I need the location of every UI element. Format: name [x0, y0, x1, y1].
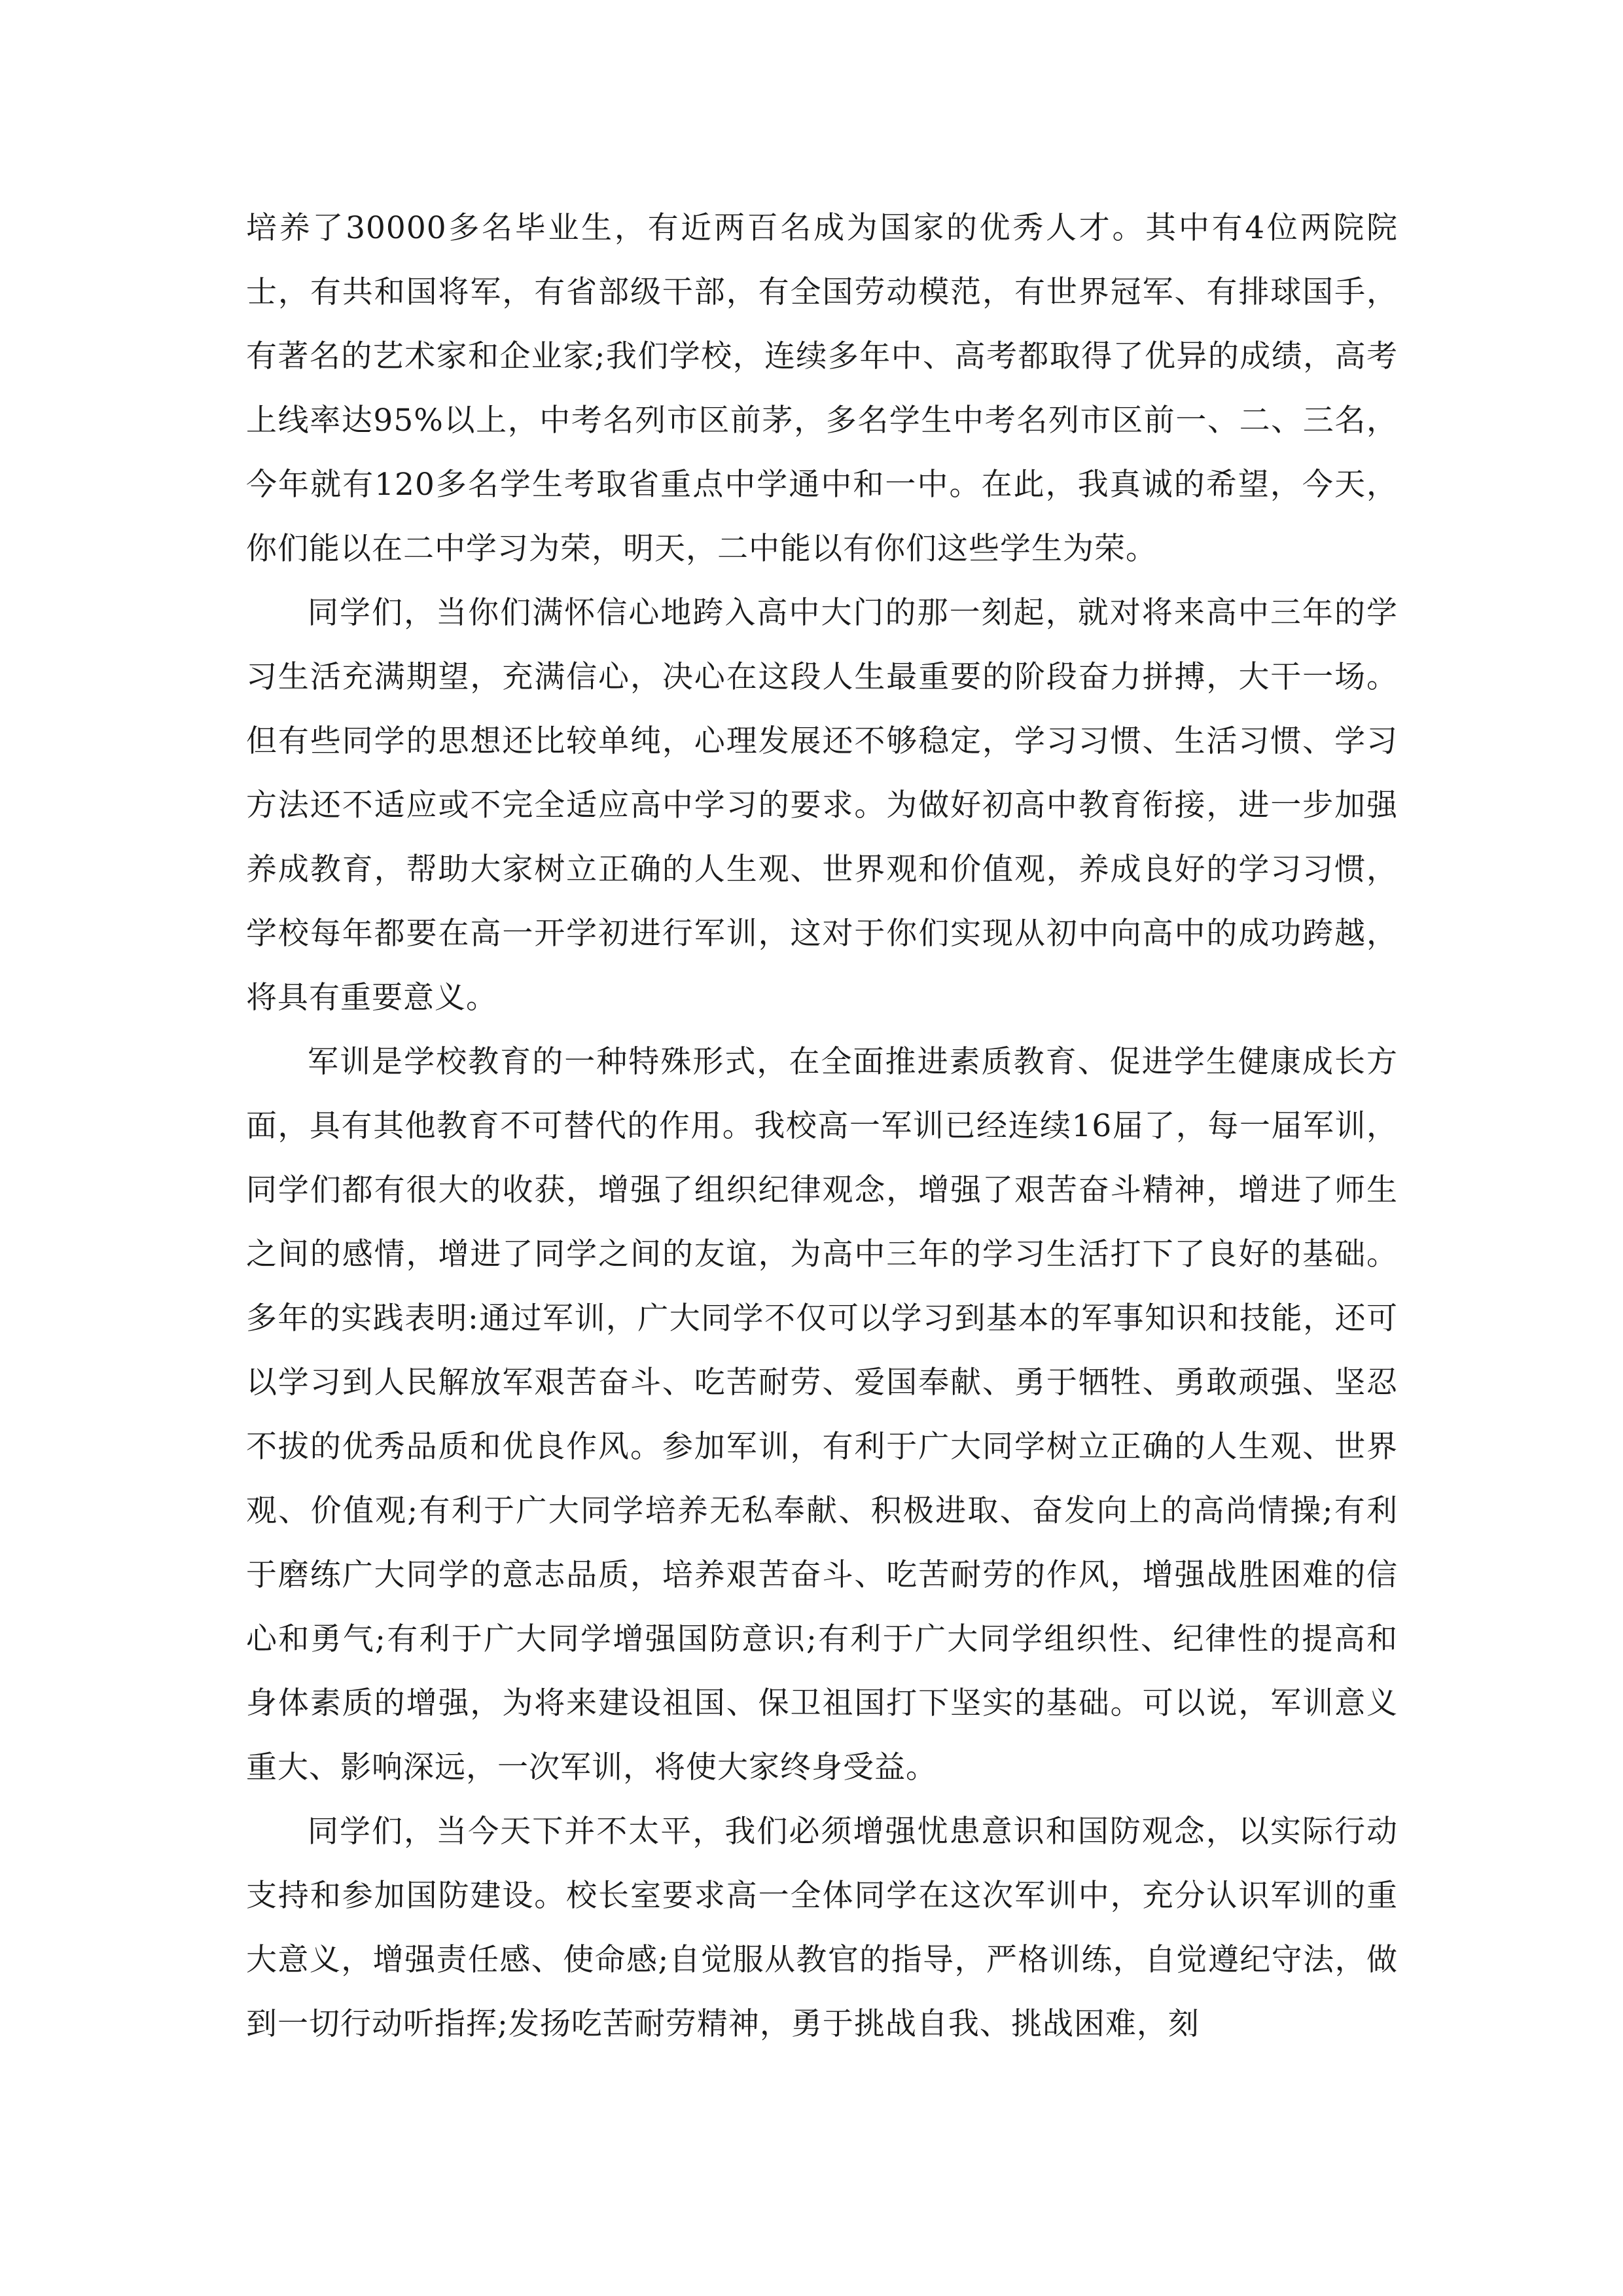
- paragraph-4: 同学们，当今天下并不太平，我们必须增强忧患意识和国防观念，以实际行动支持和参加国防建设。校长室要求高一全体同学在这次军训中，充分认识军训的重大意义，增强责任感、使命感;自觉服从教官的指导，严格训练，自觉遵纪守法，做到一切行动听指挥;发扬吃苦耐劳精神，勇于挑战自我、挑战困难，刻: [246, 1814, 1398, 2042]
- paragraph-2: 同学们，当你们满怀信心地跨入高中大门的那一刻起，就对将来高中三年的学习生活充满期望，充满信心，决心在这段人生最重要的阶段奋力拼搏，大干一场。但有些同学的思想还比较单纯，心理发展还不够稳定，学习习惯、生活习惯、学习方法还不适应或不完全适应高中学习的要求。为做好初高中教育衔接，进一步加强养成教育，帮助大家树立正确的人生观、世界观和价值观，养成良好的学习习惯，学校每年都要在高一开学初进行军训，这对于你们实现从初中向高中的成功跨越，将具有重要意义。: [246, 595, 1398, 1016]
- document-body: [246, 196, 1398, 2056]
- paragraph-1: 培养了30000多名毕业生，有近两百名成为国家的优秀人才。其中有4位两院院士，有共和国将军，有省部级干部，有全国劳动模范，有世界冠军、有排球国手，有著名的艺术家和企业家;我们学校，连续多年中、高考都取得了优异的成绩，高考上线率达95%以上，中考名列市区前茅，多名学生中考名列市区前一、二、三名，今年就有120多名学生考取省重点中学通中和一中。在此，我真诚的希望，今天，你们能以在二中学习为荣，明天，二中能以有你们这些学生为荣。: [246, 210, 1398, 567]
- paragraph-3: 军训是学校教育的一种特殊形式，在全面推进素质教育、促进学生健康成长方面，具有其他教育不可替代的作用。我校高一军训已经连续16届了，每一届军训，同学们都有很大的收获，增强了组织纪律观念，增强了艰苦奋斗精神，增进了师生之间的感情，增进了同学之间的友谊，为高中三年的学习生活打下了良好的基础。多年的实践表明:通过军训，广大同学不仅可以学习到基本的军事知识和技能，还可以学习到人民解放军艰苦奋斗、吃苦耐劳、爱国奉献、勇于牺牲、勇敢顽强、坚忍不拔的优秀品质和优良作风。参加军训，有利于广大同学树立正确的人生观、世界观、价值观;有利于广大同学培养无私奉献、积极进取、奋发向上的高尚情操;有利于磨练广大同学的意志品质，培养艰苦奋斗、吃苦耐劳的作风，增强战胜困难的信心和勇气;有利于广大同学增强国防意识;有利于广大同学组织性、纪律性的提高和身体素质的增强，为将来建设祖国、保卫祖国打下坚实的基础。可以说，军训意义重大、影响深远，一次军训，将使大家终身受益。: [246, 1044, 1398, 1785]
